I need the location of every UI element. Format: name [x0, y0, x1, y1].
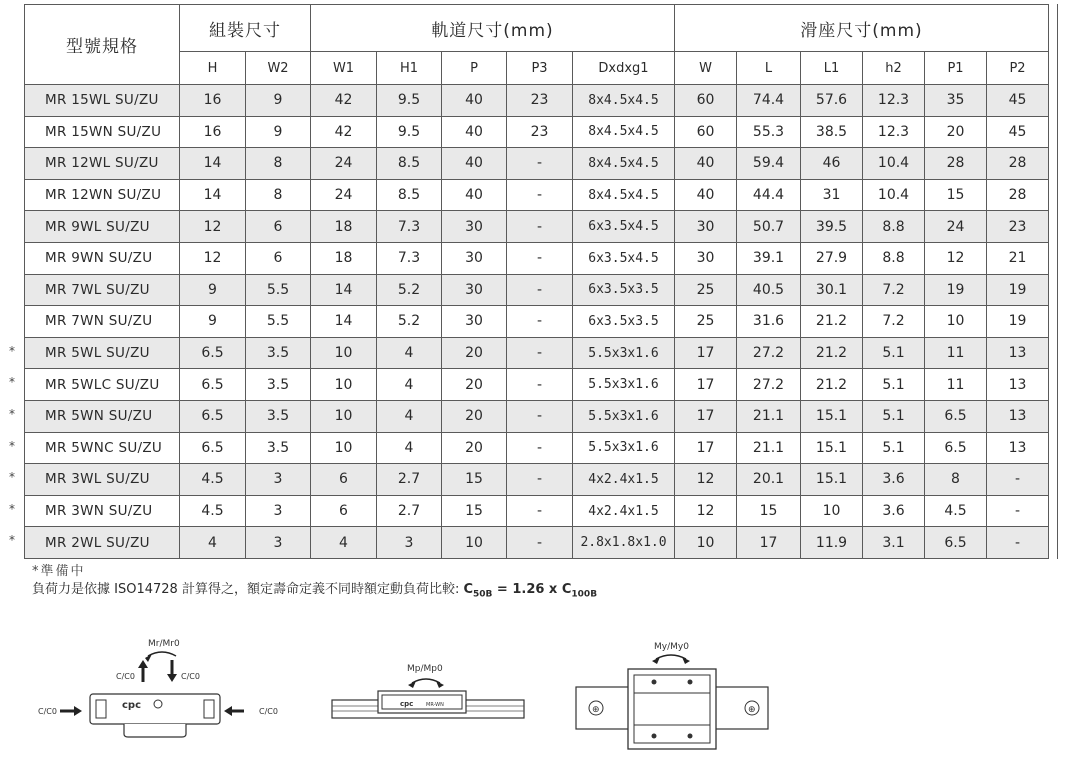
dxdg-cell: 8x4.5x4.5 — [573, 116, 675, 148]
dxdg-cell: 5.5x3x1.6 — [573, 432, 675, 464]
dxdg-cell: 6x3.5x4.5 — [573, 242, 675, 274]
value-cell: 23 — [507, 85, 573, 117]
model-cell: MR 12WL SU/ZU — [25, 148, 180, 180]
value-cell: 57.6 — [801, 85, 863, 117]
value-cell: - — [987, 464, 1049, 496]
value-cell: 6 — [311, 464, 377, 496]
moment-mp-label: Mp/Mp0 — [407, 664, 443, 674]
value-cell: 60 — [675, 116, 737, 148]
value-cell: 10 — [311, 432, 377, 464]
value-cell: 9.5 — [377, 116, 442, 148]
value-cell: 13 — [987, 432, 1049, 464]
model-mark: MR-WN — [426, 702, 444, 708]
in-preparation-marker: * — [9, 438, 15, 453]
moment-mr-label: Mr/Mr0 — [148, 639, 180, 649]
value-cell: 30.1 — [801, 274, 863, 306]
value-cell: 17 — [675, 369, 737, 401]
value-cell: 20 — [925, 116, 987, 148]
value-cell: 15.1 — [801, 432, 863, 464]
value-cell: 2.7 — [377, 495, 442, 527]
value-cell: 6.5 — [180, 337, 246, 369]
value-cell: 46 — [801, 148, 863, 180]
moment-my-label: My/My0 — [654, 642, 689, 652]
value-cell: 13 — [987, 369, 1049, 401]
value-cell: 5.2 — [377, 306, 442, 338]
value-cell: - — [507, 211, 573, 243]
rail-hole-left-mark: ⊕ — [592, 705, 600, 715]
value-cell: 20.1 — [737, 464, 801, 496]
value-cell: 3 — [377, 527, 442, 559]
value-cell: 7.3 — [377, 242, 442, 274]
value-cell: 74.4 — [737, 85, 801, 117]
value-cell: 6.5 — [180, 432, 246, 464]
value-cell: 27.2 — [737, 369, 801, 401]
value-cell: 9 — [180, 306, 246, 338]
rail-header: 軌道尺寸(mm) — [311, 5, 675, 52]
value-cell: 9 — [246, 116, 311, 148]
c50-symbol: C — [463, 582, 473, 597]
value-cell: - — [507, 369, 573, 401]
value-cell: 20 — [442, 337, 507, 369]
value-cell: 17 — [675, 432, 737, 464]
value-cell: 6.5 — [180, 400, 246, 432]
model-cell: MR 7WL SU/ZU — [25, 274, 180, 306]
dxdg-cell: 5.5x3x1.6 — [573, 400, 675, 432]
table-row — [25, 274, 1049, 306]
value-cell: 6 — [246, 211, 311, 243]
table-row — [25, 464, 1049, 496]
value-cell: 10 — [311, 337, 377, 369]
table-row — [25, 179, 1049, 211]
value-cell: 21.1 — [737, 432, 801, 464]
value-cell: - — [987, 495, 1049, 527]
column-header: W — [675, 52, 737, 85]
pitch-arrowhead-left — [408, 681, 416, 688]
value-cell: 6 — [311, 495, 377, 527]
value-cell: 11 — [925, 369, 987, 401]
value-cell: 40.5 — [737, 274, 801, 306]
value-cell: 30 — [442, 242, 507, 274]
dxdg-cell: 5.5x3x1.6 — [573, 369, 675, 401]
formula-mid: = 1.26 x — [492, 582, 562, 597]
value-cell: 30 — [675, 211, 737, 243]
value-cell: 6.5 — [925, 527, 987, 559]
load-rating-text: 負荷力是依據 ISO14728 計算得之，額定壽命定義不同時額定動負荷比較: — [32, 582, 464, 597]
value-cell: 10 — [311, 400, 377, 432]
in-preparation-marker: * — [9, 343, 15, 358]
value-cell: 6.5 — [180, 369, 246, 401]
model-cell: MR 15WL SU/ZU — [25, 85, 180, 117]
value-cell: 14 — [311, 306, 377, 338]
column-header: P3 — [507, 52, 573, 85]
value-cell: - — [507, 274, 573, 306]
value-cell: 6 — [246, 242, 311, 274]
value-cell: 16 — [180, 85, 246, 117]
value-cell: 3.6 — [863, 495, 925, 527]
table-row — [25, 148, 1049, 180]
cc-label-right: C/C0 — [259, 707, 278, 716]
c50-sub: 50B — [473, 589, 493, 600]
value-cell: 27.9 — [801, 242, 863, 274]
yaw-arc — [656, 655, 686, 659]
table-row — [25, 211, 1049, 243]
pitch-arc — [412, 679, 440, 683]
dxdg-cell: 8x4.5x4.5 — [573, 179, 675, 211]
model-cell: MR 5WL SU/ZU — [25, 337, 180, 369]
column-header: W1 — [311, 52, 377, 85]
value-cell: 31.6 — [737, 306, 801, 338]
value-cell: 4 — [377, 400, 442, 432]
rail-hole-right-mark: ⊕ — [748, 705, 756, 715]
in-preparation-marker: * — [9, 533, 15, 548]
value-cell: 3.6 — [863, 464, 925, 496]
side-view-diagram — [328, 655, 528, 725]
value-cell: 12 — [675, 495, 737, 527]
value-cell: 16 — [180, 116, 246, 148]
value-cell: 2.7 — [377, 464, 442, 496]
assembly-header: 組裝尺寸 — [180, 5, 311, 52]
value-cell: 10 — [311, 369, 377, 401]
value-cell: 24 — [311, 148, 377, 180]
model-cell: MR 5WNC SU/ZU — [25, 432, 180, 464]
value-cell: 10 — [442, 527, 507, 559]
value-cell: 10 — [925, 306, 987, 338]
value-cell: 15 — [442, 495, 507, 527]
value-cell: 25 — [675, 274, 737, 306]
value-cell: 4.5 — [925, 495, 987, 527]
model-header: 型號規格 — [25, 5, 180, 85]
value-cell: 31 — [801, 179, 863, 211]
value-cell: 59.4 — [737, 148, 801, 180]
end-seal-right — [204, 700, 214, 718]
value-cell: 14 — [311, 274, 377, 306]
value-cell: 27.2 — [737, 337, 801, 369]
moment-arc — [148, 652, 176, 656]
value-cell: 40 — [675, 148, 737, 180]
value-cell: 40 — [442, 179, 507, 211]
value-cell: 8.8 — [863, 242, 925, 274]
value-cell: 7.3 — [377, 211, 442, 243]
value-cell: 30 — [442, 306, 507, 338]
column-header: P1 — [925, 52, 987, 85]
value-cell: 45 — [987, 85, 1049, 117]
in-preparation-marker: * — [9, 501, 15, 516]
table-row — [25, 116, 1049, 148]
value-cell: 28 — [925, 148, 987, 180]
value-cell: 6.5 — [925, 400, 987, 432]
value-cell: 10.4 — [863, 148, 925, 180]
value-cell: 8.5 — [377, 148, 442, 180]
cc-label-left: C/C0 — [38, 707, 57, 716]
in-preparation-marker: * — [9, 375, 15, 390]
value-cell: 28 — [987, 179, 1049, 211]
value-cell: 8.5 — [377, 179, 442, 211]
dxdg-cell: 6x3.5x4.5 — [573, 211, 675, 243]
column-header: L1 — [801, 52, 863, 85]
rail-profile — [124, 724, 186, 737]
in-preparation-marker: * — [9, 407, 15, 421]
model-cell: MR 9WN SU/ZU — [25, 242, 180, 274]
value-cell: 40 — [442, 85, 507, 117]
block-header: 滑座尺寸(mm) — [675, 5, 1049, 52]
dxdg-cell: 6x3.5x3.5 — [573, 274, 675, 306]
model-cell: MR 2WL SU/ZU — [25, 527, 180, 559]
column-header: h2 — [863, 52, 925, 85]
value-cell: 30 — [675, 242, 737, 274]
column-header: H — [180, 52, 246, 85]
value-cell: 24 — [311, 179, 377, 211]
block-bolt — [688, 734, 693, 739]
value-cell: 3.5 — [246, 400, 311, 432]
block-top-inner — [634, 675, 710, 743]
value-cell: 18 — [311, 211, 377, 243]
dxdg-cell: 4x2.4x1.5 — [573, 495, 675, 527]
model-cell: MR 9WL SU/ZU — [25, 211, 180, 243]
value-cell: 4 — [180, 527, 246, 559]
value-cell: - — [507, 400, 573, 432]
value-cell: 23 — [507, 116, 573, 148]
value-cell: 3.5 — [246, 432, 311, 464]
notes — [32, 563, 597, 604]
value-cell: 13 — [987, 337, 1049, 369]
value-cell: 30 — [442, 211, 507, 243]
value-cell: 3 — [246, 464, 311, 496]
cc-label-down: C/C0 — [181, 672, 200, 681]
model-cell: MR 12WN SU/ZU — [25, 179, 180, 211]
model-cell: MR 15WN SU/ZU — [25, 116, 180, 148]
value-cell: 7.2 — [863, 306, 925, 338]
value-cell: 5.5 — [246, 306, 311, 338]
value-cell: 17 — [737, 527, 801, 559]
value-cell: 12 — [675, 464, 737, 496]
value-cell: 11.9 — [801, 527, 863, 559]
value-cell: - — [507, 527, 573, 559]
value-cell: 12.3 — [863, 85, 925, 117]
model-cell: MR 5WLC SU/ZU — [25, 369, 180, 401]
value-cell: 10.4 — [863, 179, 925, 211]
value-cell: - — [987, 527, 1049, 559]
value-cell: 4.5 — [180, 464, 246, 496]
value-cell: 9 — [246, 85, 311, 117]
block-side-inner — [382, 695, 462, 709]
value-cell: 30 — [442, 274, 507, 306]
value-cell: 3.1 — [863, 527, 925, 559]
dxdg-cell: 2.8x1.8x1.0 — [573, 527, 675, 559]
value-cell: 5.1 — [863, 432, 925, 464]
value-cell: 3 — [246, 527, 311, 559]
value-cell: 14 — [180, 179, 246, 211]
load-rating-note — [32, 581, 597, 604]
value-cell: 21.1 — [737, 400, 801, 432]
value-cell: 3 — [246, 495, 311, 527]
value-cell: 10 — [801, 495, 863, 527]
value-cell: 4 — [311, 527, 377, 559]
c100-symbol: C — [561, 582, 572, 597]
value-cell: 23 — [987, 211, 1049, 243]
column-header: P — [442, 52, 507, 85]
yaw-arrowhead-left — [652, 657, 660, 664]
arrow-down-head — [167, 674, 177, 682]
value-cell: 42 — [311, 85, 377, 117]
value-cell: 21.2 — [801, 337, 863, 369]
column-header: W2 — [246, 52, 311, 85]
block-bolt — [652, 680, 657, 685]
value-cell: 6.5 — [925, 432, 987, 464]
value-cell: - — [507, 179, 573, 211]
value-cell: - — [507, 432, 573, 464]
value-cell: 21 — [987, 242, 1049, 274]
value-cell: 17 — [675, 337, 737, 369]
value-cell: 25 — [675, 306, 737, 338]
model-cell: MR 7WN SU/ZU — [25, 306, 180, 338]
value-cell: 12 — [180, 211, 246, 243]
value-cell: 8.8 — [863, 211, 925, 243]
cpc-logo: cpc — [122, 700, 142, 711]
value-cell: 15.1 — [801, 400, 863, 432]
block-body — [90, 694, 220, 724]
value-cell: 4.5 — [180, 495, 246, 527]
value-cell: 40 — [442, 148, 507, 180]
value-cell: 21.2 — [801, 306, 863, 338]
in-preparation-note: *準備中 — [32, 564, 86, 579]
value-cell: 20 — [442, 369, 507, 401]
value-cell: 55.3 — [737, 116, 801, 148]
value-cell: 5.2 — [377, 274, 442, 306]
dxdg-cell: 8x4.5x4.5 — [573, 148, 675, 180]
table-row — [25, 527, 1049, 559]
value-cell: 8 — [246, 148, 311, 180]
value-cell: 19 — [925, 274, 987, 306]
value-cell: 39.1 — [737, 242, 801, 274]
value-cell: 7.2 — [863, 274, 925, 306]
value-cell: 40 — [442, 116, 507, 148]
column-header: L — [737, 52, 801, 85]
value-cell: 38.5 — [801, 116, 863, 148]
value-cell: 20 — [442, 432, 507, 464]
value-cell: 9.5 — [377, 85, 442, 117]
table-row — [25, 400, 1049, 432]
value-cell: 4 — [377, 337, 442, 369]
value-cell: - — [507, 148, 573, 180]
value-cell: - — [507, 495, 573, 527]
table-row — [25, 369, 1049, 401]
value-cell: 15 — [925, 179, 987, 211]
value-cell: - — [507, 464, 573, 496]
dxdg-cell: 4x2.4x1.5 — [573, 464, 675, 496]
value-cell: 4 — [377, 369, 442, 401]
value-cell: 35 — [925, 85, 987, 117]
value-cell: - — [507, 306, 573, 338]
value-cell: 4 — [377, 432, 442, 464]
dxdg-cell: 6x3.5x3.5 — [573, 306, 675, 338]
value-cell: 15 — [442, 464, 507, 496]
value-cell: 3.5 — [246, 369, 311, 401]
table-row — [25, 495, 1049, 527]
value-cell: 14 — [180, 148, 246, 180]
value-cell: 15.1 — [801, 464, 863, 496]
value-cell: 9 — [180, 274, 246, 306]
value-cell: 12.3 — [863, 116, 925, 148]
table-row — [25, 85, 1049, 117]
value-cell: 18 — [311, 242, 377, 274]
value-cell: 50.7 — [737, 211, 801, 243]
table-row — [25, 242, 1049, 274]
value-cell: 3.5 — [246, 337, 311, 369]
dxdg-cell: 8x4.5x4.5 — [573, 85, 675, 117]
yaw-arrowhead-right — [682, 657, 690, 664]
value-cell: 28 — [987, 148, 1049, 180]
in-preparation-marker: * — [9, 470, 15, 485]
model-cell: MR 5WN SU/ZU — [25, 400, 180, 432]
value-cell: 5.1 — [863, 369, 925, 401]
value-cell: 24 — [925, 211, 987, 243]
table-right-border — [1057, 4, 1080, 559]
value-cell: 8 — [925, 464, 987, 496]
value-cell: - — [507, 337, 573, 369]
value-cell: 8 — [246, 179, 311, 211]
value-cell: 42 — [311, 116, 377, 148]
table-row — [25, 337, 1049, 369]
model-cell: MR 3WN SU/ZU — [25, 495, 180, 527]
spec-table — [24, 4, 1049, 559]
value-cell: 12 — [180, 242, 246, 274]
value-cell: 10 — [675, 527, 737, 559]
cpc-logo-side: cpc — [400, 700, 414, 708]
column-header: P2 — [987, 52, 1049, 85]
value-cell: 19 — [987, 274, 1049, 306]
block-bolt — [688, 680, 693, 685]
value-cell: 5.1 — [863, 400, 925, 432]
cc-label-up: C/C0 — [116, 672, 135, 681]
value-cell: 40 — [675, 179, 737, 211]
value-cell: - — [507, 242, 573, 274]
value-cell: 17 — [675, 400, 737, 432]
c100-sub: 100B — [571, 589, 598, 600]
value-cell: 15 — [737, 495, 801, 527]
arrow-right-head — [74, 706, 82, 716]
pitch-arrowhead-right — [436, 681, 444, 688]
value-cell: 21.2 — [801, 369, 863, 401]
value-cell: 5.5 — [246, 274, 311, 306]
column-header: Dxdxg1 — [573, 52, 675, 85]
value-cell: 13 — [987, 400, 1049, 432]
value-cell: 12 — [925, 242, 987, 274]
value-cell: 60 — [675, 85, 737, 117]
dxdg-cell: 5.5x3x1.6 — [573, 337, 675, 369]
end-seal-left — [96, 700, 106, 718]
table-row — [25, 432, 1049, 464]
column-header: H1 — [377, 52, 442, 85]
front-view-diagram — [30, 630, 290, 748]
value-cell: 45 — [987, 116, 1049, 148]
table-row — [25, 306, 1049, 338]
value-cell: 39.5 — [801, 211, 863, 243]
value-cell: 5.1 — [863, 337, 925, 369]
value-cell: 19 — [987, 306, 1049, 338]
value-cell: 20 — [442, 400, 507, 432]
arrow-left-head — [224, 706, 232, 716]
model-cell: MR 3WL SU/ZU — [25, 464, 180, 496]
value-cell: 44.4 — [737, 179, 801, 211]
value-cell: 11 — [925, 337, 987, 369]
arrow-up-head — [138, 660, 148, 668]
top-view-diagram — [572, 635, 772, 753]
block-bolt — [652, 734, 657, 739]
